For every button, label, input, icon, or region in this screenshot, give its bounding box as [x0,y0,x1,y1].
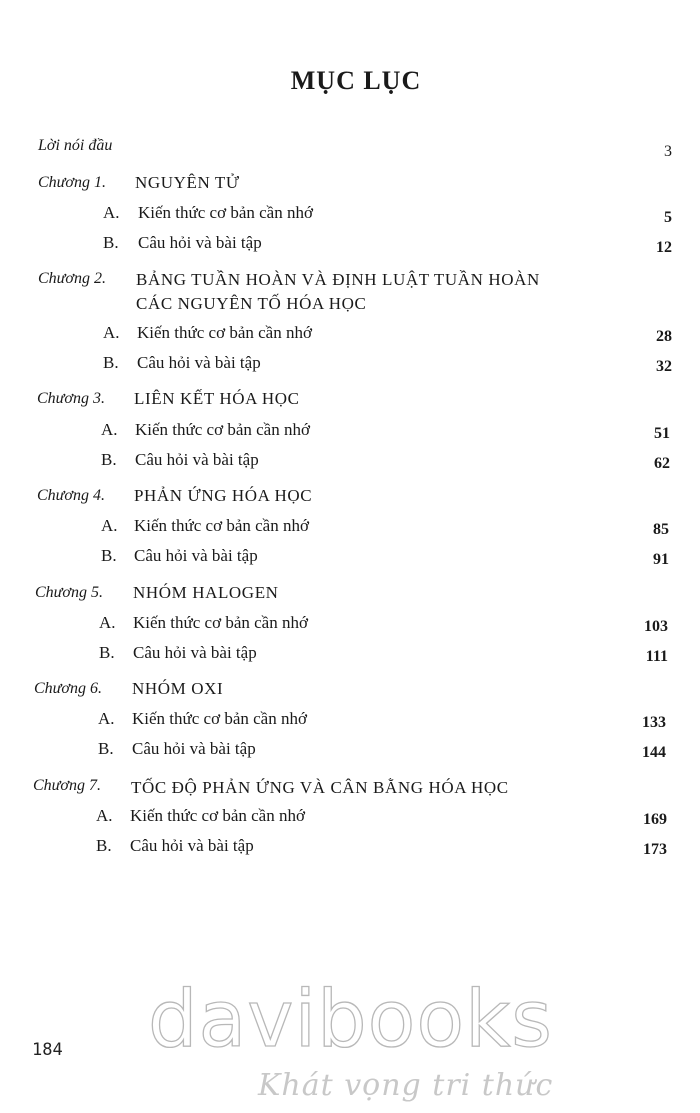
footer-page-number: 184 [32,1040,63,1060]
chapter-6-label: Chương 6. [34,680,102,697]
chapter-4-entry-a-letter: A. [101,516,118,535]
chapter-6-entry-b: Câu hỏi và bài tập [132,739,256,758]
chapter-7-title: TỐC ĐỘ PHẢN ỨNG VÀ CÂN BẰNG HÓA HỌC [131,778,509,797]
chapter-3-entry-b-letter: B. [101,450,117,469]
chapter-5-entry-a: Kiến thức cơ bản cần nhớ [133,613,308,632]
chapter-6-entry-b-page: 144 [642,744,666,761]
chapter-3-label: Chương 3. [37,390,105,407]
chapter-4-entry-a-page: 85 [653,521,669,538]
chapter-6-title: NHÓM OXI [132,679,224,698]
chapter-1-title: NGUYÊN TỬ [135,173,240,192]
chapter-2-entry-b-letter: B. [103,353,119,372]
chapter-5-label: Chương 5. [35,584,103,601]
chapter-1-entry-b: Câu hỏi và bài tập [138,233,262,252]
chapter-4-label: Chương 4. [37,487,105,504]
chapter-5-entry-b: Câu hỏi và bài tập [133,643,257,662]
chapter-3-entry-b: Câu hỏi và bài tập [135,450,259,469]
chapter-7-entry-b-page: 173 [643,841,667,858]
chapter-3-entry-a: Kiến thức cơ bản cần nhớ [135,420,310,439]
chapter-7-entry-b: Câu hỏi và bài tập [130,836,254,855]
chapter-3-title: LIÊN KẾT HÓA HỌC [134,389,300,408]
chapter-1-label: Chương 1. [38,174,106,191]
chapter-1-entry-a: Kiến thức cơ bản cần nhớ [138,203,313,222]
chapter-4-title: PHẢN ỨNG HÓA HỌC [134,486,313,505]
chapter-4-entry-b: Câu hỏi và bài tập [134,546,258,565]
chapter-7-entry-a-page: 169 [643,811,667,828]
chapter-2-entry-a: Kiến thức cơ bản cần nhớ [137,323,312,342]
chapter-3-entry-a-letter: A. [101,420,118,439]
chapter-3-entry-a-page: 51 [654,425,670,442]
chapter-4-entry-b-page: 91 [653,551,669,568]
chapter-7-entry-b-letter: B. [96,836,112,855]
chapter-2-title-line-2: CÁC NGUYÊN TỐ HÓA HỌC [136,294,367,313]
page-title: MỤC LỤC [290,66,422,95]
chapter-4-entry-b-letter: B. [101,546,117,565]
chapter-2-entry-b-page: 32 [656,358,672,375]
chapter-6-entry-a-letter: A. [98,709,115,728]
chapter-6-entry-a-page: 133 [642,714,666,731]
chapter-2-label: Chương 2. [38,270,106,287]
chapter-2-entry-a-letter: A. [103,323,120,342]
chapter-2-entry-a-page: 28 [656,328,672,345]
preface-page: 3 [664,143,672,160]
preface-label: Lời nói đầu [38,137,113,154]
chapter-1-entry-b-letter: B. [103,233,119,252]
chapter-6-entry-b-letter: B. [98,739,114,758]
chapter-5-entry-b-letter: B. [99,643,115,662]
chapter-4-entry-a: Kiến thức cơ bản cần nhớ [134,516,309,535]
chapter-6-entry-a: Kiến thức cơ bản cần nhớ [132,709,307,728]
watermark-tagline: Khát vọng tri thức [258,1068,554,1103]
chapter-2-entry-b: Câu hỏi và bài tập [137,353,261,372]
chapter-5-entry-a-page: 103 [644,618,668,635]
chapter-7-entry-a-letter: A. [96,806,113,825]
chapter-2-title-line-1: BẢNG TUẦN HOÀN VÀ ĐỊNH LUẬT TUẦN HOÀN [136,270,540,289]
chapter-1-entry-a-page: 5 [664,209,672,226]
chapter-3-entry-b-page: 62 [654,455,670,472]
watermark-brand: davibooks [148,975,553,1065]
chapter-7-entry-a: Kiến thức cơ bản cần nhớ [130,806,305,825]
chapter-5-entry-a-letter: A. [99,613,116,632]
chapter-1-entry-b-page: 12 [656,239,672,256]
chapter-1-entry-a-letter: A. [103,203,120,222]
chapter-5-title: NHÓM HALOGEN [133,583,279,602]
chapter-7-label: Chương 7. [33,777,101,794]
chapter-5-entry-b-page: 111 [645,648,668,665]
